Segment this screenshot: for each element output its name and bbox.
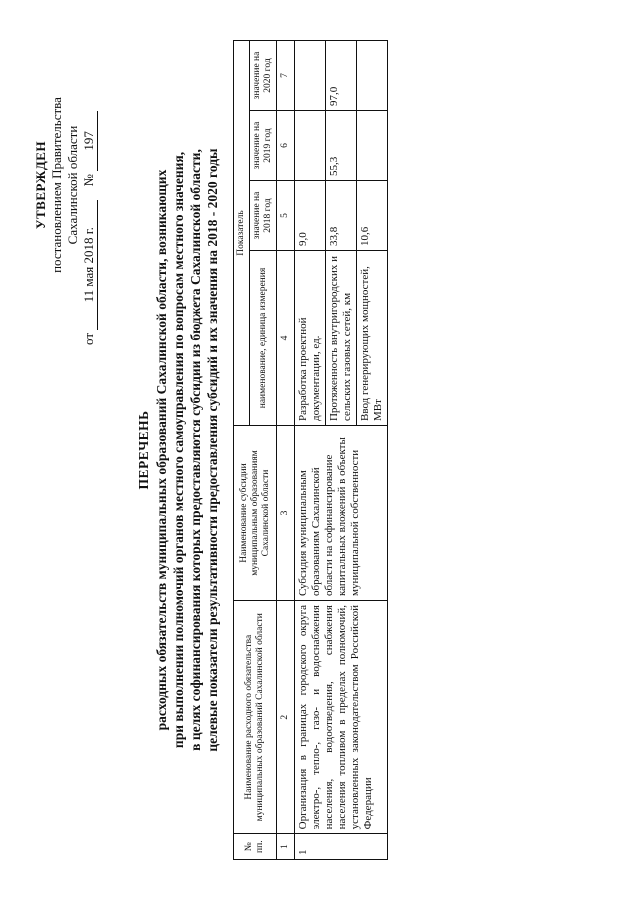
header-num: № пп. [234, 834, 277, 860]
row-num: 1 [295, 834, 388, 860]
header-value-2019: значение на 2019 год [250, 111, 277, 181]
header-indicator-group: Показатель [234, 41, 250, 426]
indicator-value-2020 [357, 41, 388, 111]
indicator-value-2018: 33,8 [326, 181, 357, 251]
header-obligation: Наименование расходного обязательства муниципальных образований Сахалинской области [234, 601, 277, 834]
row-obligation: Организация в границах городского округа электро-, тепло-, газо- и водоснабжения населения, водоотведения, снабжения населения топливом в пределах полномочий, установленных законодательством Российской Федерации [295, 601, 388, 834]
document-heading [135, 40, 221, 860]
header-row-1 [234, 41, 250, 860]
indicator-value-2019: 55,3 [326, 111, 357, 181]
heading-line3: в целях софинансирования которых предоставляются субсидии из бюджета Сахалинской области, [188, 149, 203, 751]
indicator-value-2019 [295, 111, 326, 181]
header-subsidy: Наименование субсидии муниципальным образованиям Сахалинской области [234, 426, 277, 601]
approval-date: 11 мая 2018 г. [81, 200, 98, 330]
obligations-table [233, 40, 388, 860]
heading-title: ПЕРЕЧЕНЬ [136, 410, 151, 490]
col-number: 5 [277, 181, 295, 251]
heading-line4: целевые показатели результативности предоставления субсидий и их значения на 2018 - 2020 годы [205, 148, 220, 752]
col-number: 6 [277, 111, 295, 181]
approval-number-label: № [81, 174, 96, 187]
indicator-value-2018: 9,0 [295, 181, 326, 251]
col-number: 7 [277, 41, 295, 111]
rotated-content [15, 10, 615, 890]
row-subsidy: Субсидия муниципальным образованиям Сахалинской области на софинансирование капитальных вложений в объекты муниципальной собственности [295, 426, 388, 601]
approval-block [33, 25, 98, 345]
header-value-2020: значение на 2020 год [250, 41, 277, 111]
indicator-name: Разработка проектной документации, ед. [295, 251, 326, 426]
header-value-2018: значение на 2018 год [250, 181, 277, 251]
table-row [295, 41, 326, 860]
col-number: 4 [277, 251, 295, 426]
col-number: 2 [277, 601, 295, 834]
heading-line1: расходных обязательств муниципальных образований Сахалинской области, возникающих [154, 169, 169, 731]
approval-number: 197 [81, 111, 98, 171]
approval-line1: постановлением Правительства [49, 97, 64, 273]
approval-from-label: от [81, 332, 96, 345]
col-number: 3 [277, 426, 295, 601]
indicator-value-2018: 10,6 [357, 181, 388, 251]
approval-title: УТВЕРЖДЕН [33, 140, 48, 230]
indicator-name: Ввод генерирующих мощностей, МВт [357, 251, 388, 426]
column-number-row [277, 41, 295, 860]
indicator-value-2020 [295, 41, 326, 111]
header-indicator-name: наименование, единица измерения [250, 251, 277, 426]
heading-line2: при выполнении полномочий органов местного самоуправления по вопросам местного значения, [171, 151, 186, 749]
approval-dateline [81, 25, 98, 345]
indicator-name: Протяженность внутригородских и сельских газовых сетей, км [326, 251, 357, 426]
approval-line2: Сахалинской области [65, 125, 80, 245]
indicator-value-2020: 97,0 [326, 41, 357, 111]
indicator-value-2019 [357, 111, 388, 181]
col-number: 1 [277, 834, 295, 860]
